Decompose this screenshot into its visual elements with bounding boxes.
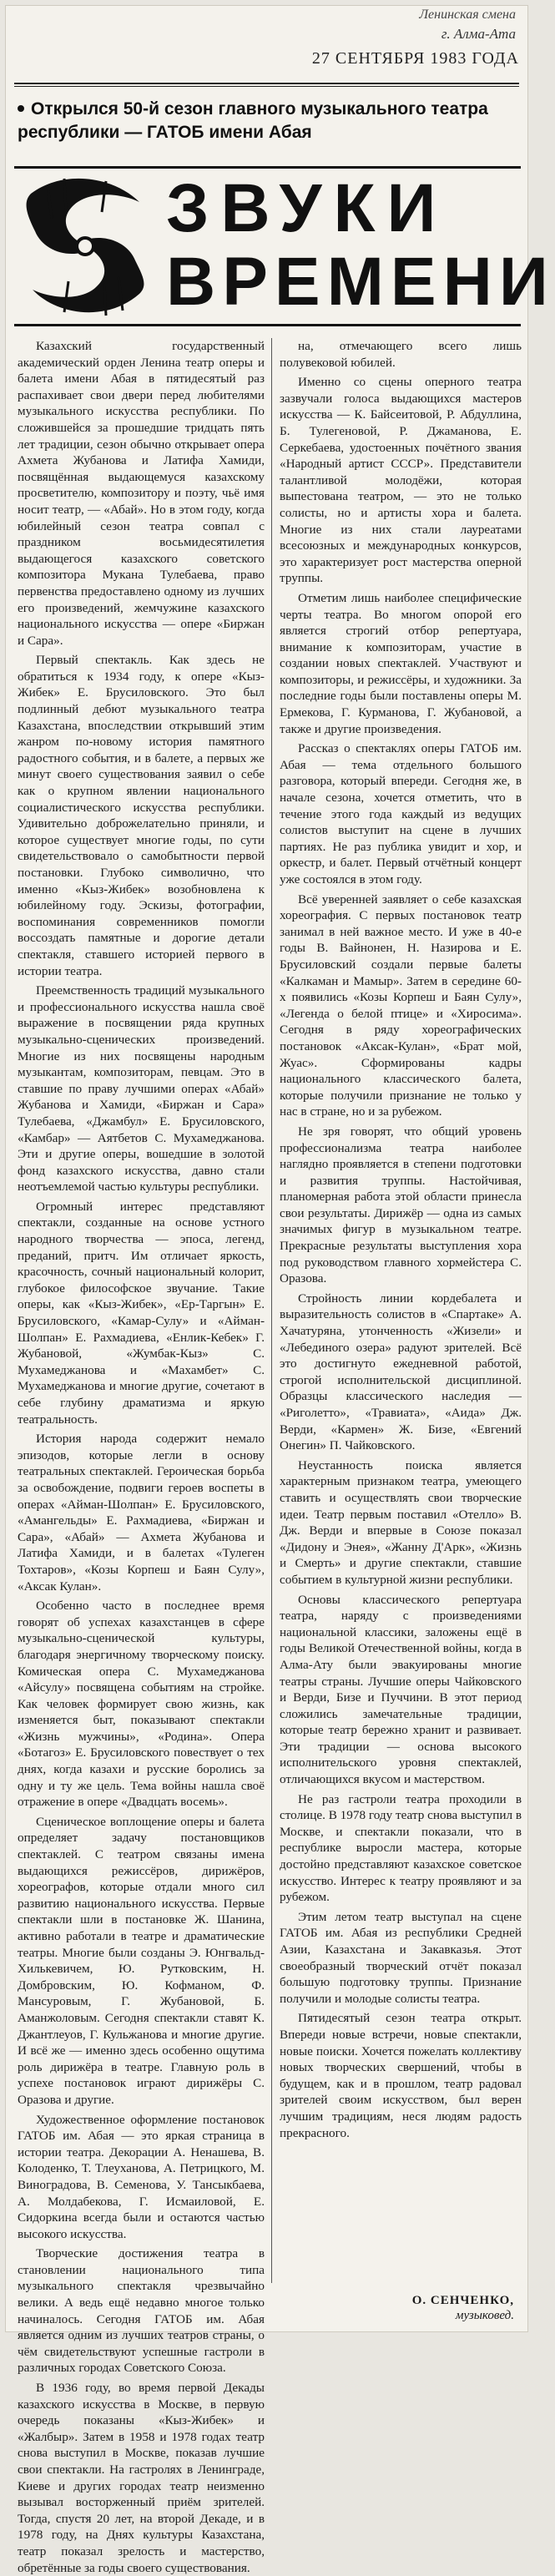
article-paragraph: Неустанность поиска является характерным признаком театра, умеющего ставить и осуществлять свои творческие идеи. Театр первым поставил «Отелло» В. Дж. Верди и впервые в Союзе показал «Дидону и Энея», «Жанну Д'Арк», «Жизнь и Смерть» и другие спектакли, ставшие событием в культурной жизни республики. xyxy=(280,1457,522,1587)
article-paragraph: Не зря говорят, что общий уровень профессионализма театра наиболее наглядно проявляется в степени подготовки и развития труппы. Настойчивая, планомерная работа этой области принесла свои результаты. Дирижёр — одна из самых значимых фигур в музыкальном театре. Прекрасные результаты выступления хора под руководством главного хормейстера С. Оразова. xyxy=(280,1124,522,1286)
article-column-right xyxy=(280,338,522,2141)
article-paragraph: Казахский государственный академический орден Ленина театр оперы и балета имени Абая в пятидесятый раз распахивает свои двери перед любителями музыкального искусства республики. По сложившейся за прошедшие тридцать пять лет традиции, сезон обычно открывает опера Ахмета Жубанова и Латифа Хамиди, посвящённая выдающемуся казахскому просветителю, композитору и поэту, чьё имя носит театр, — «Абай». Но в этом году, когда юбилейный сезон театра совпал с праздником восьмидесятилетия выдающегося казахского советского композитора Мукана Тулебаева, право первенства предоставлено одному из лучших его произведений, жемчужине казахского национального искусства — опере «Биржан и Сара». xyxy=(18,339,265,648)
article-paragraph: Отметим лишь наиболее специфические черты театра. Во многом опорой его является строгий отбор репертуара, внимание к композиторам, участие в создании новых спектаклей. Участвуют и композиторы, и режиссёры, и художники. За последние годы были поставлены оперы М. Ермекова, Г. Курманова, Г. Жубановой, а также и другие произведения. xyxy=(280,590,522,736)
article-paragraph: Основы классического репертуара театра, наряду с произведениями национальной классики, заложены ещё в годы Великой Отечественной войны, когда в Алма-Ату были эвакуированы многие театры страны. Лучшие оперы Чайковского и Верди, Бизе и Пуччини. В этот период сложились замечательные традиции, которые театр бережно хранит и развивает. Эти традиции — основа высокого исполнительского уровня спектаклей, отличающихся вкусом и мастерством. xyxy=(280,1592,522,1787)
headline-text: Открылся 50-й сезон главного музыкального театра республики — ГАТОБ имени Абая xyxy=(18,99,488,142)
title-word-1: ЗВУКИ xyxy=(166,170,448,246)
theatre-emblem-icon xyxy=(14,169,156,324)
bullet-icon xyxy=(18,105,24,112)
article-paragraph: Сценическое воплощение оперы и балета определяет задачу постановщиков спектаклей. С театром связаны имена выдающихся режиссёров, дирижёров, хореографов, которые отдали много сил развитию национального искусства. Первые спектакли шли в постановке Ж. Шанина, активно работали в театре и драматические театры. Многие были созданы Э. Юнгвальд-Хилькевичем, Ю. Рутковским, Н. Домбровским, Ю. Кофманом, Ф. Мансуровым, Г. Жубановой, Б. Аманжоловым. Сегодня спектакли ставят К. Джантлеуов, Г. Кульжанова и многие другие. И всё же — именно здесь особенно ощутима роль дирижёра в театре. Главную роль в успехе постановок играют дирижёры С. Оразова и другие. xyxy=(18,1814,265,2107)
article-paragraph: на, отмечающего всего лишь полувековой юбилей. xyxy=(280,339,522,370)
article-paragraph: Этим летом театр выступал на сцене ГАТОБ им. Абая из республики Средней Азии, Казахстана и Закавказья. Этот своеобразный творческий отчёт показал большую подготовку труппы. Признание получили и молодые солисты театра. xyxy=(280,1909,522,2006)
article-headline xyxy=(18,98,518,144)
paper-name: Ленинская смена xyxy=(419,8,516,22)
title-word-2: ВРЕМЕНИ xyxy=(166,244,555,320)
article-paragraph: Художественное оформление постановок ГАТОБ им. Абая — это яркая страница в истории театра. Декорации А. Ненашева, В. Колоденко, Т. Тлеуханова, А. Петрицкого, М. Виноградова, В. Семенова, У. Тансыкбаева, А. Молдабекова, Г. Исмаиловой, Е. Сидоркина всегда были и остаются частью высокого искусства. xyxy=(18,2112,265,2241)
top-rule-thin xyxy=(14,86,519,87)
article-paragraph: Особенно часто в последнее время говорят об успехах казахстанцев в сфере музыкально-сценической культуры, благодаря энергичному творческому поиску. Комическая опера С. Мухамеджанова «Айсулу» посвящена событиям на стройке. Как человек формирует свою жизнь, как изменяется быт, показывают спектакли «Жизнь мужчины», «Родина». Опера «Ботагоз» Е. Брусиловского повествует о тех днях, когда казахи и русские боролись за одну и ту же цель. Тема войны нашла своё отражение в опере «Двадцать восемь». xyxy=(18,1599,265,1810)
issue-date: 27 СЕНТЯБРЯ 1983 ГОДА xyxy=(311,49,519,68)
title-block xyxy=(14,166,555,326)
article-column-left xyxy=(18,338,265,2576)
author-role: музыковед. xyxy=(455,2309,514,2322)
paper-city: г. Алма-Ата xyxy=(441,26,516,42)
article-paragraph: Пятидесятый сезон театра открыт. Впереди новые встречи, новые спектакли, новые поиски. Хочется пожелать коллективу новых творческих свершений, чтобы в будущем, как и в прошлом, театр радовал зрителей своим искусством, был верен лучшим традициям, неся людям радость прекрасного. xyxy=(280,2011,522,2140)
article-paragraph: Всё уверенней заявляет о себе казахская хореография. С первых постановок театр занимал в ней важное место. И уже в 40-е годы В. Вайнонен, Н. Назирова и Е. Брусиловский создали первые балеты «Калкаман и Мамыр». Затем в середине 60-х появились «Козы Корпеш и Баян Сулу», «Легенда о белой птице» и «Хиросима». Сегодня в ряду хореографических постановок «Аксак-Кулан», «Брат мой, Жуас». Сформированы кадры национального классического балета, которые получили признание не только у нас в стране, но и за рубежом. xyxy=(280,891,522,1119)
author-name: О. СЕНЧЕНКО, xyxy=(411,2294,514,2307)
column-divider xyxy=(271,338,272,2283)
article-paragraph: Творческие достижения театра в становлении национального типа музыкального спектакля чрезвычайно велики. А ведь ещё недавно многое только начиналось. Сегодня ГАТОБ им. Абая является одним из лучших театров страны, о чём свидетельствуют успешные гастроли в различных городах Советского Союза. xyxy=(18,2246,265,2376)
article-paragraph: Рассказ о спектаклях оперы ГАТОБ им. Абая — тема отдельного большого разговора, который впереди. Сегодня же, в начале сезона, хочется отметить, что в течение этого года каждый из ведущих солистов выступит на сцене в лучших партиях. Не раз публика увидит и хор, и оркестр, и балет. Первый отчётный концерт уже состоялся в этом году. xyxy=(280,741,522,886)
article-paragraph: Именно со сцены оперного театра зазвучали голоса выдающихся мастеров искусства — К. Байсеитовой, Р. Абдуллина, Б. Тулегеновой, Р. Джаманова, Е. Серкебаева, удостоенных почётного звания «Народный артист СССР». Представители талантливой молодёжи, которая выпестована театром, — это не только солисты, но и артисты хора и балета. Многие из них стали лауреатами всесоюзных и международных конкурсов, это характеризует рост мастерства оперной труппы. xyxy=(280,375,522,586)
article-paragraph: Преемственность традиций музыкального и профессионального искусства нашла своё выражение в посвящении ряда крупных музыкально-сценических произведений. Многие из них посвящены народным музыкантам, композиторам, певцам. Это в ставшие по праву лучшими операх «Абай» Жубанова и Хамиди, «Биржан и Сара» Тулебаева, «Джамбул» Е. Брусиловского, «Камбар» — Аятбетов С. Мухамеджанова. Эти и другие оперы, вошедшие в золотой фонд казахского искусства, давно стали неотъемлемой частью культуры республики. xyxy=(18,983,265,1195)
article-paragraph: Первый спектакль. Как здесь не обратиться к 1934 году, к опере «Кыз-Жибек» Е. Брусиловского. Это был подлинный дебют музыкального театра Казахстана, впоследствии открывший этим жанром по-новому история памятного радостного события, и в балете, а первых же минут своего существования заявил о себе как о крупном явлении национального социалистического искусства республики. Удивительно доброжелательно приняли, и которое существует многие годы, по сути свидетельствовало о самобытности первой постановки. Глубоко символично, что именно «Кыз-Жибек» возобновлена к юбилейному году. Эскизы, фотографии, воспоминания современников помогли воссоздать памятные и дорогие детали спектакля, ставшего историей первого в истории театра. xyxy=(18,653,265,978)
article-paragraph: В 1936 году, во время первой Декады казахского искусства в Москве, в первую очередь показаны «Кыз-Жибек» и «Жалбыр». Затем в 1958 и 1978 годах театр снова выступил в Москве, показав лучшие свои спектакли. На гастролях в Ленинграде, Киеве и других городах театр неизменно вызывал восторженный приём зрителей. Тогда, спустя 20 лет, на второй Декаде, и в 1978 году, на Днях культуры Казахстана, театр показал зрелость и мастерство, обретённые за годы своего существования. xyxy=(18,2381,265,2575)
article-paragraph: Не раз гастроли театра проходили в столице. В 1978 году театр снова выступил в Москве, и спектакли показали, что в республике выросли мастера, которые достойно представляют казахское советское искусство. Интерес к театру проявляют и за рубежом. xyxy=(280,1791,522,1905)
article-paragraph: Стройность линии кордебалета и выразительность солистов в «Спартаке» А. Хачатуряна, утонченность «Жизели» и «Лебединого озера» радуют зрителей. Всё это достигнуто ежедневной работой, строгой исполнительской дисциплиной. Образцы классического наследия — «Риголетто», «Травиата», «Аида» Дж. Верди, «Кармен» Ж. Бизе, «Евгений Онегин» П. Чайковского. xyxy=(280,1291,522,1453)
newspaper-clipping xyxy=(5,5,555,2575)
author-signature xyxy=(412,2293,514,2323)
masthead xyxy=(6,6,527,71)
article-paragraph: Огромный интерес представляют спектакли, созданные на основе устного народного творчества — эпоса, легенд, преданий, притч. Им отличает яркость, красочность, сочный национальный колорит, глубокое философское звучание. Такие оперы, как «Кыз-Жибек», «Ер-Таргын» Е. Брусиловского, «Камар-Сулу» и «Айман-Шолпан» Е. Рахмадиева, «Енлик-Кебек» Г. Жубановой, «Жумбак-Кыз» С. Мухамеджанова и «Махамбет» С. Мухамеджанова и многие другие, сочетают в себе глубину драматизма и яркую театральность. xyxy=(18,1199,265,1427)
top-rule xyxy=(14,83,519,84)
article-paragraph: История народа содержит немало эпизодов, которые легли в основу театральных спектаклей. Героическая борьба за освобождение, подвиги героев воспеты в операх «Айман-Шолпан» Е. Брусиловского, «Амангельды» Е. Рахмадиева, «Биржан и Сара», «Абай» — Ахмета Жубанова и Латифа Хамиди, и в балетах «Тулеген Тохтаров», «Козы Корпеш и Баян Сулу», «Аксак Кулан». xyxy=(18,1432,265,1594)
